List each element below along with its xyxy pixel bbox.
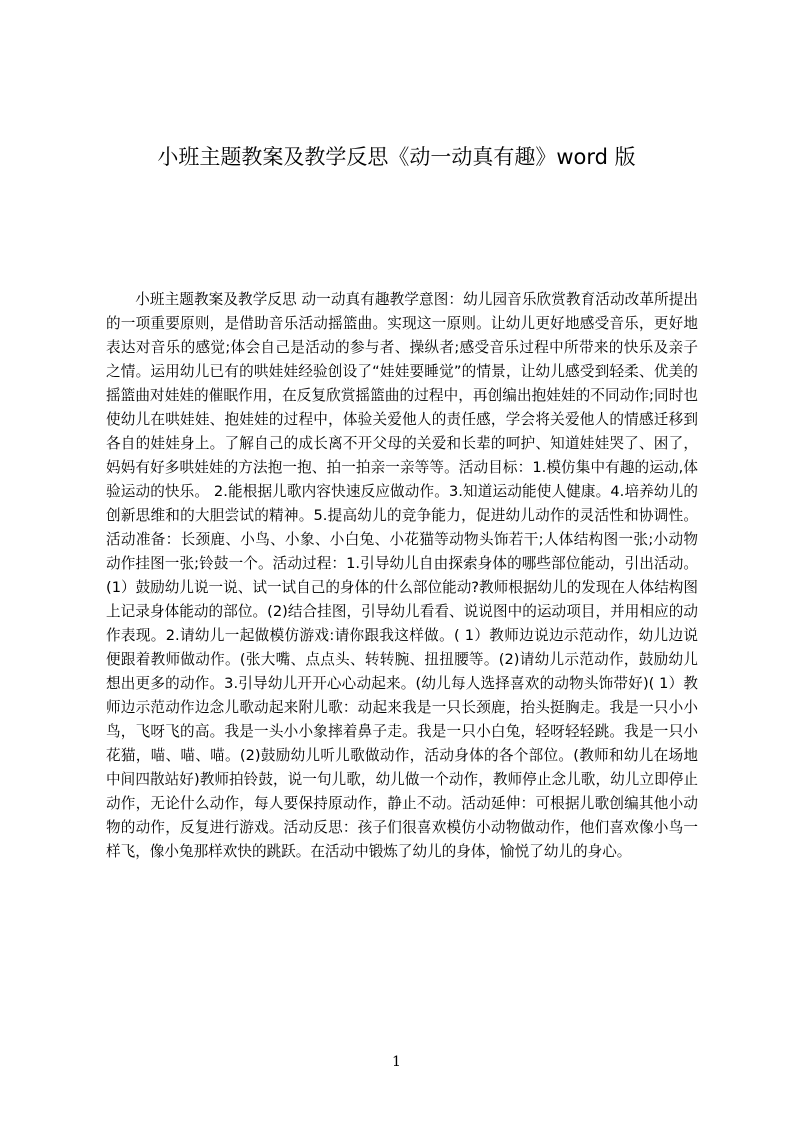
body-paragraph: 小班主题教案及教学反思 动一动真有趣教学意图：幼儿园音乐欣赏教育活动改革所提出的一项重要原则，是借助音乐活动摇篮曲。实现这一原则。让幼儿更好地感受音乐，更好地表达对音乐的感觉;体会自己是活动的参与者、操纵者;感受音乐过程中所带来的快乐及亲子之情。运用幼儿已有的哄娃娃经验创设了“娃娃要睡觉”的情景，让幼儿感受到轻柔、优美的摇篮曲对娃娃的催眠作用，在反复欣赏摇篮曲的过程中，再创编出抱娃娃的不同动作;同时也使幼儿在哄娃娃、抱娃娃的过程中，体验关爱他人的责任感，学会将关爱他人的情感迁移到各自的娃娃身上。了解自己的成长离不开父母的关爱和长辈的呵护、知道娃娃哭了、困了，妈妈有好多哄娃娃的方法抱一抱、拍一拍亲一亲等等。活动目标：1.模仿集中有趣的运动,体验运动的快乐。 2.能根据儿歌内容快速反应做动作。3.知道运动能使人健康。4.培养幼儿的创新思维和的大胆尝试的精神。5.提高幼儿的竞争能力，促进幼儿动作的灵活性和协调性。活动准备：长颈鹿、小鸟、小象、小白兔、小花猫等动物头饰若干;人体结构图一张;小动物动作挂图一张;铃鼓一个。活动过程：1.引导幼儿自由探索身体的哪些部位能动，引出活动。(1）鼓励幼儿说一说、试一试自己的身体的什么部位能动?教师根据幼儿的发现在人体结构图上记录身体能动的部位。(2)结合挂图，引导幼儿看看、说说图中的运动项目，并用相应的动作表现。2.请幼儿一起做模仿游戏:请你跟我这样做。( 1）教师边说边示范动作，幼儿边说便跟着教师做动作。(张大嘴、点点头、转转腕、扭扭腰等。(2)请幼儿示范动作，鼓励幼儿想出更多的动作。3.引导幼儿开开心心动起来。(幼儿每人选择喜欢的动物头饰带好)( 1）教师边示范动作边念儿歌动起来附儿歌：动起来我是一只长颈鹿，抬头挺胸走。我是一只小小鸟，飞呀飞的高。我是一头小小象摔着鼻子走。我是一只小白兔，轻呀轻轻跳。我是一只小花猫，喵、喵、喵。(2)鼓励幼儿听儿歌做动作，活动身体的各个部位。(教师和幼儿在场地中间四散站好)教师拍铃鼓，说一句儿歌，幼儿做一个动作，教师停止念儿歌，幼儿立即停止动作，无论什么动作，每人要保持原动作，静止不动。活动延伸：可根据儿歌创编其他小动物的动作，反复进行游戏。活动反思：孩子们很喜欢模仿小动物做动作，他们喜欢像小鸟一样飞，像小兔那样欢快的跳跃。在活动中锻炼了幼儿的身体，愉悦了幼儿的身心。: [106, 291, 698, 860]
document-title: 小班主题教案及教学反思《动一动真有趣》word 版: [157, 145, 636, 169]
page-number: 1: [392, 1054, 401, 1070]
